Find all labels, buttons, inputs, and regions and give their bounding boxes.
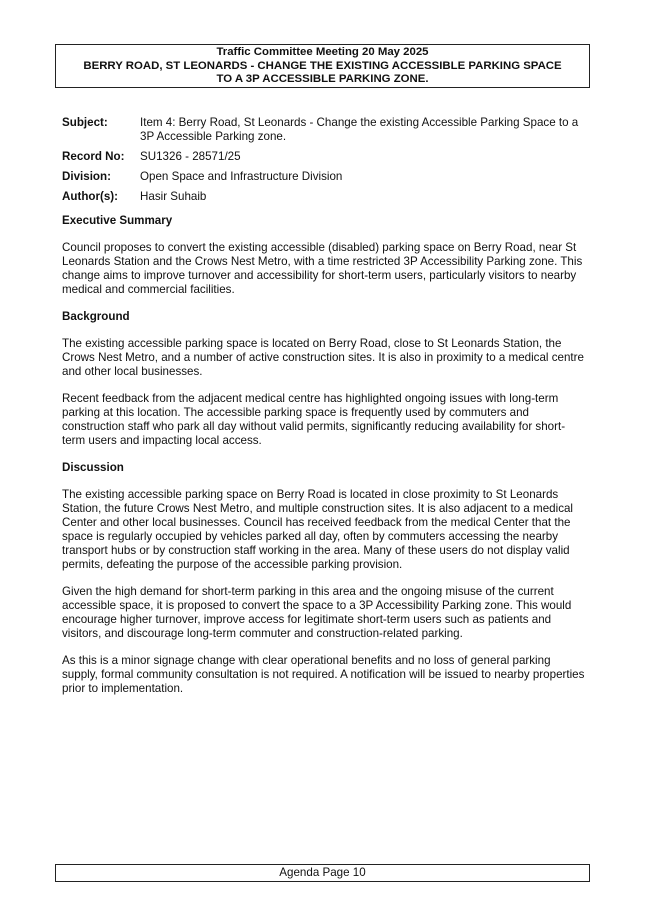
report-header bbox=[55, 44, 590, 88]
executive-summary-paragraph: Council proposes to convert the existing accessible (disabled) parking space on Berry Road, near St Leonards Station and the Crows Nest Metro, with a time restricted 3P Accessibility Parking zone. This change aims to improve turnover and accessibility for short-term users, particularly visitors to nearby medical and commercial facilities. bbox=[62, 241, 583, 296]
subject-value: Item 4: Berry Road, St Leonards - Change the existing Accessible Parking Space to a 3P Accessible Parking zone. bbox=[140, 116, 579, 143]
report-title-line-1: BERRY ROAD, ST LEONARDS - CHANGE THE EXISTING ACCESSIBLE PARKING SPACE bbox=[83, 59, 562, 72]
discussion-paragraph-1: The existing accessible parking space on Berry Road is located in close proximity to St Leonards Station, the future Crows Nest Metro, and multiple construction sites. It is also adjacent to a medical Center and other local businesses. Council has received feedback from the medical Center that the space is regularly occupied by vehicles parked all day, often by commuters accessing the nearby transport hubs or by construction staff working in the area. Many of these users do not display valid permits, defeating the purpose of the accessible parking provision. bbox=[62, 488, 574, 571]
author-row bbox=[62, 190, 587, 204]
report-title-line-2: TO A 3P ACCESSIBLE PARKING ZONE. bbox=[216, 73, 429, 85]
author-value: Hasir Suhaib bbox=[140, 190, 207, 203]
background-paragraph-1: The existing accessible parking space is located on Berry Road, close to St Leonards Station, the Crows Nest Metro, and a number of active construction sites. It is also in proximity to a medical centre and other local businesses. bbox=[62, 337, 584, 378]
meeting-title: Traffic Committee Meeting 20 May 2025 bbox=[216, 46, 429, 58]
background-paragraph-2: Recent feedback from the adjacent medical centre has highlighted ongoing issues with long-term parking at this location. The accessible parking space is frequently used by commuters and construction staff who park all day without valid permits, significantly reducing availability for short-term users and impacting local access. bbox=[62, 392, 566, 447]
record-row bbox=[62, 150, 587, 164]
subject-row bbox=[62, 116, 587, 144]
discussion-heading: Discussion bbox=[62, 461, 124, 474]
subject-label: Subject: bbox=[62, 116, 108, 129]
discussion-paragraph-2: Given the high demand for short-term parking in this area and the ongoing misuse of the current accessible space, it is proposed to convert the space to a 3P Accessibility Parking zone. This would encourage higher turnover, improve access for legitimate short-term users such as patients and visitors, and discourage long-term commuter and construction-related parking. bbox=[62, 585, 572, 640]
record-value: SU1326 - 28571/25 bbox=[140, 150, 241, 163]
report-body bbox=[62, 214, 586, 709]
record-label: Record No: bbox=[62, 150, 125, 163]
author-label: Author(s): bbox=[62, 190, 119, 203]
executive-summary-heading: Executive Summary bbox=[62, 214, 173, 227]
discussion-paragraph-3: As this is a minor signage change with clear operational benefits and no loss of general parking supply, formal community consultation is not required. A notification will be issued to nearby properties prior to implementation. bbox=[62, 654, 585, 695]
division-row bbox=[62, 170, 587, 184]
page-footer bbox=[55, 864, 590, 882]
page-number: Agenda Page 10 bbox=[279, 866, 366, 879]
division-label: Division: bbox=[62, 170, 111, 183]
report-metadata bbox=[62, 116, 587, 210]
division-value: Open Space and Infrastructure Division bbox=[140, 170, 343, 183]
background-heading: Background bbox=[62, 310, 130, 323]
